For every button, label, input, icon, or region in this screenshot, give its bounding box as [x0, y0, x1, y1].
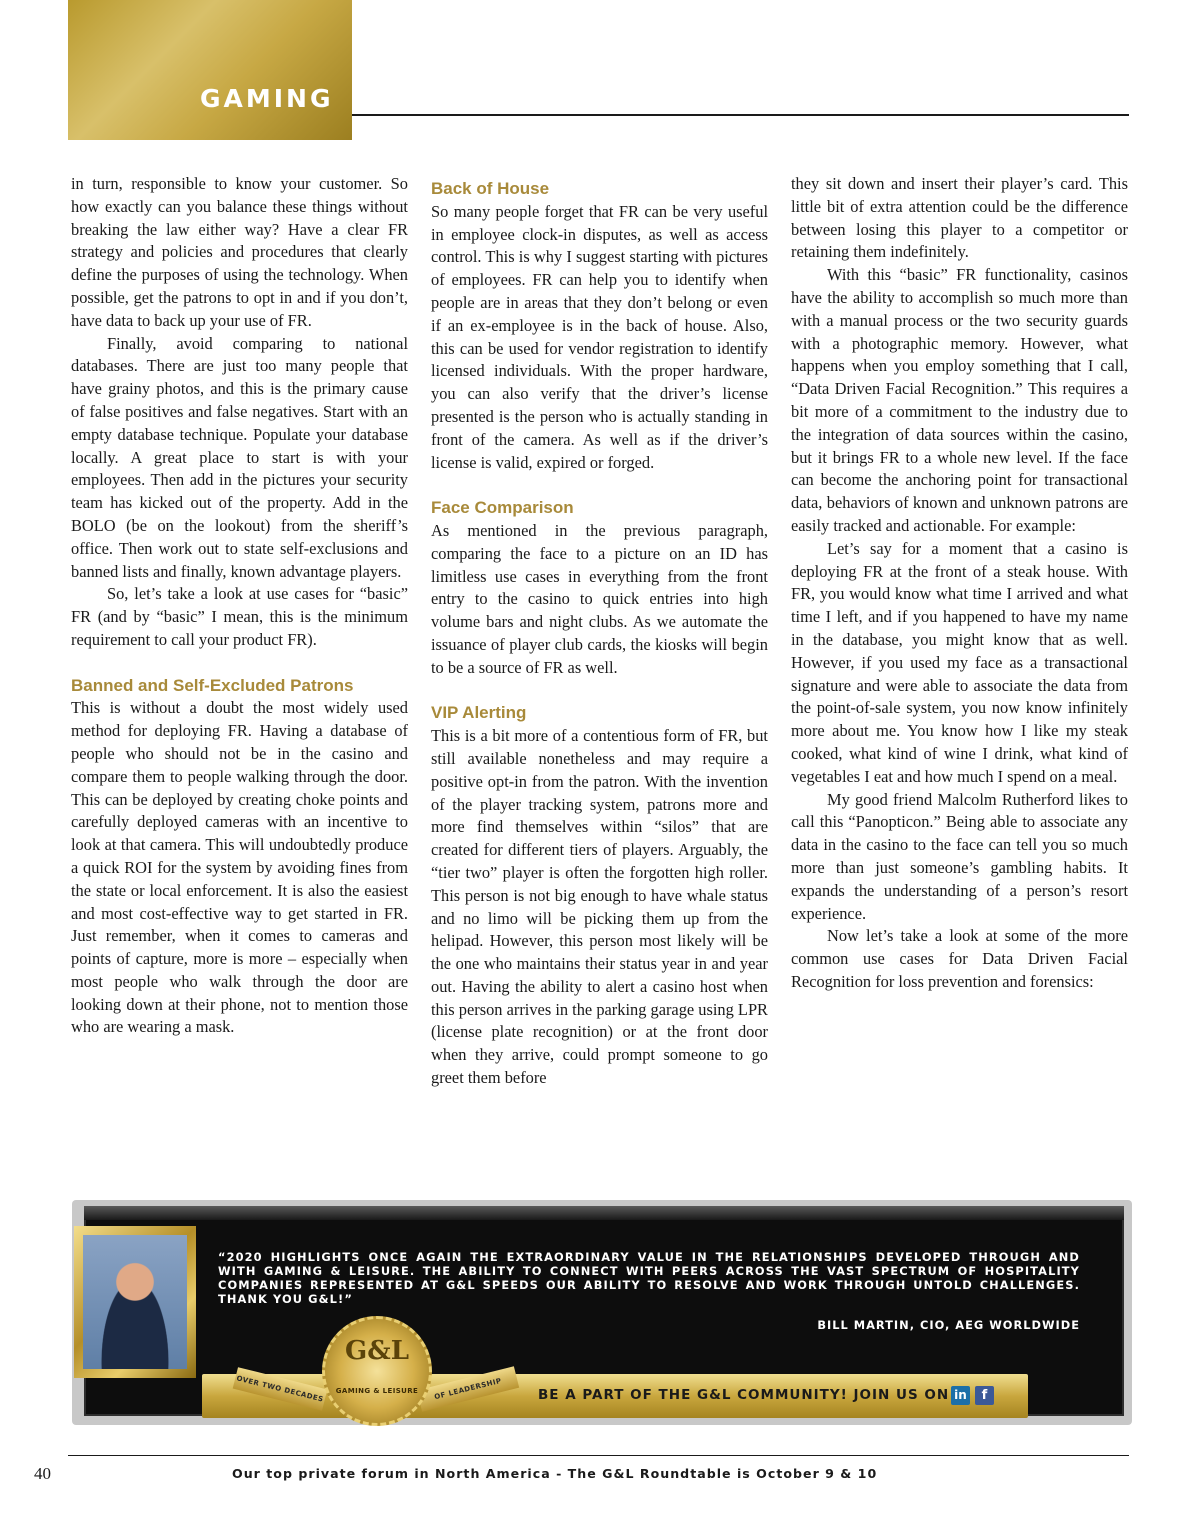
subheading: Back of House: [431, 179, 550, 198]
section-header-block: [68, 0, 352, 140]
seal-logo-text: G&L: [345, 1336, 409, 1366]
paragraph: Let’s say for a moment that a casino is deploying FR at the front of a steak house. With FR, you would know what time I arrived and what time I left, and if you happened to have my name in the database, you might know that as well. However, if you used my face as a transactional signature and were able to associate the data from the point-of-sale system, you now know infinitely more about me. You know how I like my steak cooked, what kind of wine I drink, what kind of vegetables I eat and how much I spend on a meal.: [791, 538, 1128, 786]
paragraph: So many people forget that FR can be very useful in employee clock-in disputes, as well as access control. This is why I suggest starting with pictures of employees. FR can help you to identify when people are in areas that they don’t belong or even if an ex-employee is in the back of house. Also, this can be used for vendor registration to identify licensed individuals. With the proper hardware, you can also verify that the driver’s license presented is the person who is actually standing in front of the camera. As well as if the driver’s license is valid, expired or forged.: [431, 201, 768, 472]
ribbon-left-text: OVER TWO DECADES: [235, 1374, 325, 1404]
article-column-1: [71, 173, 408, 1039]
paragraph: So, let’s take a look at use cases for “basic” FR (and by “basic” I mean, this is the minimum requirement to call your product FR).: [71, 584, 408, 649]
seal-caption: GAMING & LEISURE: [335, 1387, 419, 1395]
portrait-frame: [74, 1226, 196, 1378]
join-community-text: BE A PART OF THE G&L COMMUNITY! JOIN US ON: [538, 1387, 950, 1403]
paragraph: they sit down and insert their player’s card. This little bit of extra attention could be the difference between losing this player to a competitor or retaining them indefinitely.: [791, 174, 1128, 262]
linkedin-icon[interactable]: in: [951, 1386, 970, 1405]
paragraph: My good friend Malcolm Rutherford likes to call this “Panopticon.” Being able to associate any data in the casino to the face can tell you so much more than just someone’s gambling habits. It expands the understanding of a person’s resort experience.: [791, 789, 1128, 923]
section-label: GAMING: [200, 84, 334, 113]
paragraph: This is without a doubt the most widely used method for deploying FR. Having a database of people who should not be in the casino and compare them to people walking through the door. This can be deployed by creating choke points and carefully deployed cameras with an incentive to look at that camera. This will undoubtedly produce a quick ROI for the system by avoiding fines from the state or local enforcement. It is also the easiest and most cost-effective way to get started in FR. Just remember, when it comes to cameras and points of capture, more is more – especially when most people who walk through the door are looking down at their phone, not to mention those who are wearing a mask.: [71, 698, 408, 1037]
portrait-photo: [83, 1235, 187, 1369]
testimonial-quote: “2020 HIGHLIGHTS ONCE AGAIN THE EXTRAORDINARY VALUE IN THE RELATIONSHIPS DEVELOPED THROUGH AND WITH GAMING & LEISURE. THE ABILITY TO CONNECT WITH PEERS ACROSS THE VAST SPECTRUM OF HOSPITALITY COMPANIES REPRESENTED AT G&L SPEEDS OUR ABILITY TO RESOLVE AND WORK THROUGH UNTOLD CHALLENGES. THANK YOU G&L!”: [218, 1250, 1080, 1306]
paragraph: Now let’s take a look at some of the more common use cases for Data Driven Facial Recognition for loss prevention and forensics:: [791, 926, 1128, 991]
paragraph: Finally, avoid comparing to national databases. There are just too many people that have grainy photos, and this is the primary cause of false positives and false negatives. Start with an empty database technique. Populate your database locally. A great place to start is with your employees. Then add in the pictures your security team has kicked out of the property. Add in the BOLO (be on the lookout) from the sheriff’s office. Then work out to state self-exclusions and banned lists and finally, known advantage players.: [71, 333, 408, 581]
paragraph: As mentioned in the previous paragraph, comparing the face to a picture on an ID has limitless use cases in everything from the front entry to the casino to quick entries into high volume bars and night clubs. As we automate the issuance of player club cards, the kiosks will begin to be a source of FR as well.: [431, 520, 768, 677]
subheading: Face Comparison: [431, 498, 574, 518]
header-rule: [352, 114, 1129, 116]
paragraph: This is a bit more of a contentious form of FR, but still available nonetheless and may require a positive opt-in from the patron. With the invention of the player tracking system, patrons more and more find themselves within “silos” that are created for different tiers of players. Arguably, the “tier two” player is often the forgotten high roller. This person is not big enough to have whale status and no limo will be picking them up from the helipad. However, this person most likely will be the one who maintains their status year in and year out. Having the ability to alert a casino host when this person arrives in the parking garage using LPR (license plate recognition) or at the front door when they arrive, could prompt someone to go greet them before: [431, 726, 768, 1088]
gl-seal-logo: [322, 1316, 432, 1426]
subheading: VIP Alerting: [431, 703, 527, 723]
ribbon-right-text: OF LEADERSHIP: [433, 1376, 503, 1402]
article-column-2: [431, 178, 768, 1090]
footer-rule: [68, 1455, 1129, 1456]
article-column-3: [791, 173, 1128, 994]
testimonial-attribution: BILL MARTIN, CIO, AEG WORLDWIDE: [817, 1318, 1080, 1332]
paragraph: in turn, responsible to know your customer. So how exactly can you balance these things without breaking the law either way? Have a clear FR strategy and policies and procedures that clearly define the purposes of using the technology. When possible, get the patrons to opt in and if you don’t, have data to back up your use of FR.: [71, 174, 408, 330]
ad-bevel: [84, 1206, 1124, 1220]
paragraph: With this “basic” FR functionality, casinos have the ability to accomplish so much more than with a manual process or the two security guards with a photographic memory. However, what happens when you employ something that I call, “Data Driven Facial Recognition.” This requires a bit more of a commitment to the industry due to the integration of data sources within the casino, but it brings FR to a whole new level. If the face can become the anchoring point for transactional data, behaviors of known and unknown patrons are easily tracked and actionable. For example:: [791, 265, 1128, 535]
footer-text: Our top private forum in North America - The G&L Roundtable is October 9 & 10: [232, 1466, 878, 1481]
subheading: Banned and Self-Excluded Patrons: [71, 675, 354, 695]
facebook-icon[interactable]: f: [975, 1386, 994, 1405]
page-number: 40: [34, 1464, 51, 1483]
